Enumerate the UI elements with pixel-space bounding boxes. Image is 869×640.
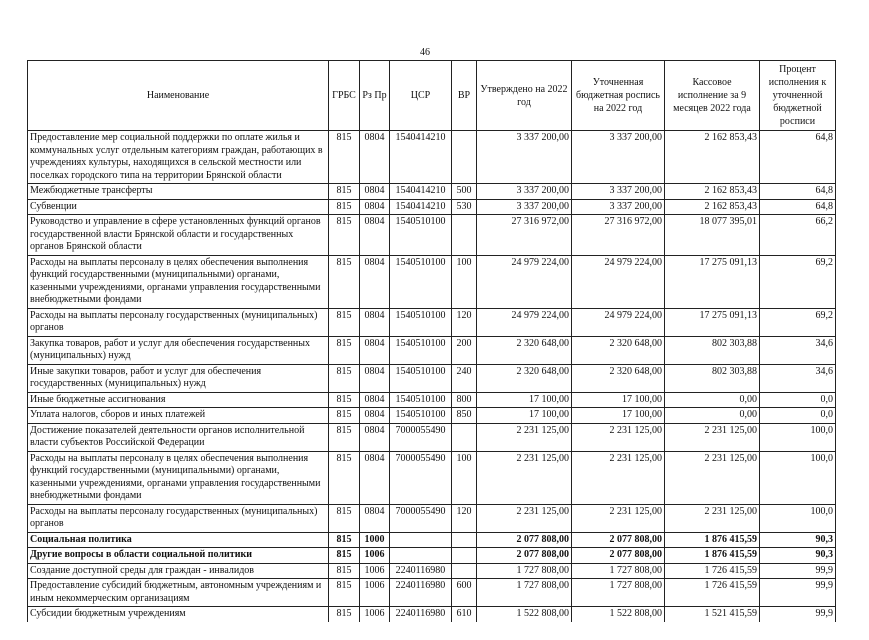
cell-percent: 100,0 <box>760 423 836 451</box>
cell-percent: 64,8 <box>760 199 836 215</box>
cell-percent: 100,0 <box>760 451 836 504</box>
cell-rzpr: 0804 <box>360 215 390 256</box>
cell-rzpr: 0804 <box>360 392 390 408</box>
table-row <box>28 504 836 532</box>
cell-csr: 2240116980 <box>390 563 452 579</box>
cell-cash: 0,00 <box>665 392 760 408</box>
cell-name: Руководство и управление в сфере установленных функций органов государственной власти Брянской области и государственных органов Брянской области <box>28 215 329 256</box>
cell-vr: 120 <box>452 504 477 532</box>
cell-vr: 610 <box>452 607 477 622</box>
budget-table <box>27 60 836 622</box>
cell-refined: 24 979 224,00 <box>572 255 665 308</box>
cell-rzpr: 1006 <box>360 579 390 607</box>
cell-csr: 1540510100 <box>390 336 452 364</box>
cell-approved: 24 979 224,00 <box>477 308 572 336</box>
cell-refined: 3 337 200,00 <box>572 131 665 184</box>
cell-approved: 3 337 200,00 <box>477 199 572 215</box>
cell-grbs: 815 <box>329 451 360 504</box>
table-row <box>28 184 836 200</box>
cell-refined: 24 979 224,00 <box>572 308 665 336</box>
table-row <box>28 199 836 215</box>
cell-percent: 100,0 <box>760 504 836 532</box>
cell-approved: 2 077 808,00 <box>477 532 572 548</box>
cell-percent: 90,3 <box>760 548 836 564</box>
cell-approved: 2 077 808,00 <box>477 548 572 564</box>
cell-csr: 1540510100 <box>390 308 452 336</box>
table-row <box>28 392 836 408</box>
cell-refined: 27 316 972,00 <box>572 215 665 256</box>
cell-grbs: 815 <box>329 532 360 548</box>
header-refined: Уточненная бюджетная роспись на 2022 год <box>572 61 665 131</box>
cell-percent: 0,0 <box>760 392 836 408</box>
cell-name: Уплата налогов, сборов и иных платежей <box>28 408 329 424</box>
cell-approved: 1 727 808,00 <box>477 563 572 579</box>
cell-name: Создание доступной среды для граждан - инвалидов <box>28 563 329 579</box>
cell-rzpr: 1006 <box>360 607 390 622</box>
cell-percent: 90,3 <box>760 532 836 548</box>
cell-percent: 34,6 <box>760 364 836 392</box>
cell-refined: 2 077 808,00 <box>572 548 665 564</box>
cell-approved: 1 522 808,00 <box>477 607 572 622</box>
table-row <box>28 563 836 579</box>
cell-percent: 66,2 <box>760 215 836 256</box>
cell-grbs: 815 <box>329 548 360 564</box>
cell-cash: 1 726 415,59 <box>665 579 760 607</box>
cell-percent: 0,0 <box>760 408 836 424</box>
cell-rzpr: 0804 <box>360 408 390 424</box>
cell-rzpr: 0804 <box>360 199 390 215</box>
cell-name: Другие вопросы в области социальной политики <box>28 548 329 564</box>
cell-approved: 1 727 808,00 <box>477 579 572 607</box>
cell-grbs: 815 <box>329 199 360 215</box>
cell-cash: 2 162 853,43 <box>665 199 760 215</box>
cell-vr <box>452 563 477 579</box>
cell-rzpr: 1006 <box>360 548 390 564</box>
cell-name: Закупка товаров, работ и услуг для обеспечения государственных (муниципальных) нужд <box>28 336 329 364</box>
header-percent: Процент исполнения к уточненной бюджетной росписи <box>760 61 836 131</box>
cell-refined: 2 077 808,00 <box>572 532 665 548</box>
cell-csr: 1540510100 <box>390 255 452 308</box>
cell-grbs: 815 <box>329 423 360 451</box>
cell-vr <box>452 423 477 451</box>
cell-csr: 2240116980 <box>390 579 452 607</box>
cell-grbs: 815 <box>329 504 360 532</box>
cell-vr: 530 <box>452 199 477 215</box>
cell-csr: 1540510100 <box>390 364 452 392</box>
cell-percent: 64,8 <box>760 184 836 200</box>
cell-name: Расходы на выплаты персоналу государственных (муниципальных) органов <box>28 504 329 532</box>
cell-refined: 17 100,00 <box>572 408 665 424</box>
cell-rzpr: 0804 <box>360 308 390 336</box>
cell-name: Достижение показателей деятельности органов исполнительной власти субъектов Российской Федерации <box>28 423 329 451</box>
page-number: 46 <box>420 47 430 58</box>
cell-grbs: 815 <box>329 607 360 622</box>
cell-csr: 7000055490 <box>390 504 452 532</box>
cell-rzpr: 0804 <box>360 255 390 308</box>
header-vr: ВР <box>452 61 477 131</box>
cell-grbs: 815 <box>329 392 360 408</box>
cell-approved: 3 337 200,00 <box>477 184 572 200</box>
cell-vr: 120 <box>452 308 477 336</box>
cell-cash: 1 876 415,59 <box>665 532 760 548</box>
cell-percent: 34,6 <box>760 336 836 364</box>
table-row <box>28 364 836 392</box>
table-row <box>28 548 836 564</box>
cell-refined: 2 231 125,00 <box>572 451 665 504</box>
header-rzpr: Рз Пр <box>360 61 390 131</box>
cell-grbs: 815 <box>329 215 360 256</box>
cell-vr: 500 <box>452 184 477 200</box>
cell-grbs: 815 <box>329 579 360 607</box>
cell-grbs: 815 <box>329 184 360 200</box>
header-row <box>28 61 836 131</box>
cell-vr: 850 <box>452 408 477 424</box>
cell-approved: 2 231 125,00 <box>477 504 572 532</box>
cell-approved: 17 100,00 <box>477 392 572 408</box>
cell-name: Иные бюджетные ассигнования <box>28 392 329 408</box>
cell-name: Субсидии бюджетным учреждениям <box>28 607 329 622</box>
cell-rzpr: 0804 <box>360 184 390 200</box>
cell-rzpr: 0804 <box>360 504 390 532</box>
cell-name: Социальная политика <box>28 532 329 548</box>
cell-rzpr: 0804 <box>360 364 390 392</box>
cell-rzpr: 0804 <box>360 131 390 184</box>
cell-csr: 1540510100 <box>390 215 452 256</box>
table-row <box>28 607 836 622</box>
cell-name: Предоставление мер социальной поддержки по оплате жилья и коммунальных услуг отдельным категориям граждан, работающих в учреждениях культуры, находящихся в сельской местности или поселках городского типа на территории Брянской области <box>28 131 329 184</box>
cell-cash: 802 303,88 <box>665 336 760 364</box>
cell-grbs: 815 <box>329 336 360 364</box>
table-row <box>28 423 836 451</box>
cell-csr: 1540414210 <box>390 184 452 200</box>
cell-vr: 100 <box>452 255 477 308</box>
cell-cash: 2 231 125,00 <box>665 423 760 451</box>
cell-approved: 2 320 648,00 <box>477 336 572 364</box>
table-row <box>28 532 836 548</box>
cell-vr: 600 <box>452 579 477 607</box>
cell-refined: 2 320 648,00 <box>572 364 665 392</box>
cell-percent: 69,2 <box>760 255 836 308</box>
table-row <box>28 215 836 256</box>
cell-vr: 800 <box>452 392 477 408</box>
cell-csr: 7000055490 <box>390 451 452 504</box>
cell-name: Межбюджетные трансферты <box>28 184 329 200</box>
cell-approved: 24 979 224,00 <box>477 255 572 308</box>
cell-rzpr: 0804 <box>360 423 390 451</box>
cell-cash: 18 077 395,01 <box>665 215 760 256</box>
cell-vr <box>452 532 477 548</box>
cell-grbs: 815 <box>329 563 360 579</box>
cell-rzpr: 0804 <box>360 336 390 364</box>
cell-percent: 99,9 <box>760 563 836 579</box>
table-row <box>28 308 836 336</box>
cell-csr: 1540414210 <box>390 131 452 184</box>
table-row <box>28 255 836 308</box>
cell-grbs: 815 <box>329 364 360 392</box>
cell-csr: 1540510100 <box>390 408 452 424</box>
header-approved: Утверждено на 2022 год <box>477 61 572 131</box>
cell-refined: 3 337 200,00 <box>572 184 665 200</box>
cell-refined: 1 727 808,00 <box>572 579 665 607</box>
cell-cash: 1 521 415,59 <box>665 607 760 622</box>
header-name: Наименование <box>28 61 329 131</box>
cell-cash: 2 162 853,43 <box>665 184 760 200</box>
cell-csr: 2240116980 <box>390 607 452 622</box>
header-grbs: ГРБС <box>329 61 360 131</box>
cell-vr: 200 <box>452 336 477 364</box>
cell-approved: 2 231 125,00 <box>477 451 572 504</box>
cell-csr: 7000055490 <box>390 423 452 451</box>
cell-cash: 2 162 853,43 <box>665 131 760 184</box>
cell-percent: 69,2 <box>760 308 836 336</box>
cell-csr: 1540510100 <box>390 392 452 408</box>
cell-name: Расходы на выплаты персоналу государственных (муниципальных) органов <box>28 308 329 336</box>
cell-rzpr: 0804 <box>360 451 390 504</box>
cell-cash: 0,00 <box>665 408 760 424</box>
cell-rzpr: 1000 <box>360 532 390 548</box>
cell-refined: 2 231 125,00 <box>572 423 665 451</box>
cell-vr <box>452 548 477 564</box>
cell-vr: 240 <box>452 364 477 392</box>
table-row <box>28 336 836 364</box>
cell-name: Предоставление субсидий бюджетным, автономным учреждениям и иным некоммерческим организациям <box>28 579 329 607</box>
cell-cash: 802 303,88 <box>665 364 760 392</box>
cell-csr: 1540414210 <box>390 199 452 215</box>
cell-vr <box>452 215 477 256</box>
header-cash: Кассовое исполнение за 9 месяцев 2022 года <box>665 61 760 131</box>
cell-approved: 2 320 648,00 <box>477 364 572 392</box>
cell-refined: 2 320 648,00 <box>572 336 665 364</box>
cell-approved: 17 100,00 <box>477 408 572 424</box>
cell-approved: 3 337 200,00 <box>477 131 572 184</box>
cell-cash: 17 275 091,13 <box>665 308 760 336</box>
cell-csr <box>390 532 452 548</box>
cell-percent: 64,8 <box>760 131 836 184</box>
cell-name: Расходы на выплаты персоналу в целях обеспечения выполнения функций государственными (муниципальными) органами, казенными учреждениями, органами управления государственными внебюджетными фондами <box>28 255 329 308</box>
cell-vr: 100 <box>452 451 477 504</box>
cell-grbs: 815 <box>329 131 360 184</box>
cell-approved: 27 316 972,00 <box>477 215 572 256</box>
cell-approved: 2 231 125,00 <box>477 423 572 451</box>
cell-name: Расходы на выплаты персоналу в целях обеспечения выполнения функций государственными (муниципальными) органами, казенными учреждениями, органами управления государственными внебюджетными фондами <box>28 451 329 504</box>
table-row <box>28 579 836 607</box>
cell-refined: 1 727 808,00 <box>572 563 665 579</box>
cell-rzpr: 1006 <box>360 563 390 579</box>
cell-refined: 2 231 125,00 <box>572 504 665 532</box>
cell-name: Субвенции <box>28 199 329 215</box>
cell-vr <box>452 131 477 184</box>
cell-percent: 99,9 <box>760 607 836 622</box>
cell-percent: 99,9 <box>760 579 836 607</box>
cell-grbs: 815 <box>329 308 360 336</box>
cell-cash: 2 231 125,00 <box>665 504 760 532</box>
cell-name: Иные закупки товаров, работ и услуг для обеспечения государственных (муниципальных) нужд <box>28 364 329 392</box>
cell-cash: 1 726 415,59 <box>665 563 760 579</box>
cell-csr <box>390 548 452 564</box>
cell-cash: 17 275 091,13 <box>665 255 760 308</box>
cell-refined: 3 337 200,00 <box>572 199 665 215</box>
table-row <box>28 408 836 424</box>
cell-cash: 2 231 125,00 <box>665 451 760 504</box>
table-row <box>28 131 836 184</box>
cell-grbs: 815 <box>329 255 360 308</box>
cell-cash: 1 876 415,59 <box>665 548 760 564</box>
cell-grbs: 815 <box>329 408 360 424</box>
cell-refined: 1 522 808,00 <box>572 607 665 622</box>
header-csr: ЦСР <box>390 61 452 131</box>
cell-refined: 17 100,00 <box>572 392 665 408</box>
table-row <box>28 451 836 504</box>
